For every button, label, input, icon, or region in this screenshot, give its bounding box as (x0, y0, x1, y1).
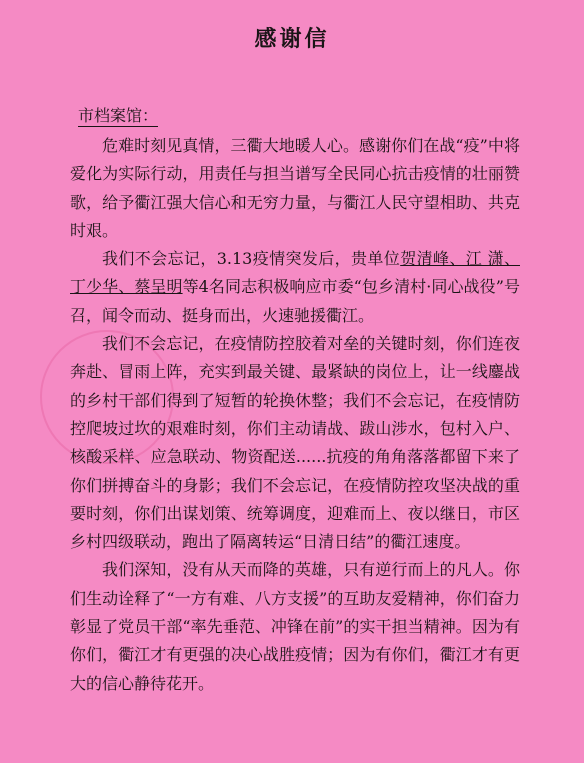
letter-title: 感谢信 (254, 26, 330, 52)
paragraph-3: 我们不会忘记，在疫情防控胶着对垒的关键时刻，你们连夜奔赴、冒雨上阵，充实到最关键、最紧缺的岗位上，让一线鏖战的乡村干部们得到了短暂的轮换休整；我们不会忘记，在疫情防控爬坡过坎的艰难时刻，你们主动请战、跋山涉水，包村入户、核酸采样、应急联动、物资配送......抗疫的角角落落都留下来了你们拼搏奋斗的身影；我们不会忘记，在疫情防控攻坚决战的重要时刻，你们出谋划策、统筹调度，迎难而上、夜以继日，市区乡村四级联动，跑出了隔离转运“日清日结”的衢江速度。 (70, 334, 520, 552)
paragraph-4: 我们深知，没有从天而降的英雄，只有逆行而上的凡人。你们生动诠释了“一方有难、八方支援”的互助友爱精神，你们奋力彰显了党员干部“率先垂范、冲锋在前”的实干担当精神。因为有你们，衢江才有更强的决心战胜疫情；因为有你们，衢江才有更大的信心静待花开。 (70, 560, 520, 693)
paragraph-2-rest: 等4名同志积极响应市委“包乡清村·同心战役”号召，闻令而动、挺身而出，火速驰援衢江。 (70, 277, 520, 325)
letter-body (70, 132, 520, 698)
volunteer-names: 贺清峰、江 潇、丁少华、蔡呈明 (70, 249, 520, 297)
paragraph-2-intro: 我们不会忘记，3.13疫情突发后，贵单位 (102, 249, 401, 269)
paragraph-1: 危难时刻见真情，三衢大地暖人心。感谢你们在战“疫”中将爱化为实际行动，用责任与担当谱写全民同心抗击疫情的壮丽赞歌，给予衢江强大信心和无穷力量，与衢江人民守望相助、共克时艰。 (70, 136, 520, 240)
salutation: 市档案馆： (78, 106, 159, 125)
paragraph-2 (70, 245, 520, 330)
